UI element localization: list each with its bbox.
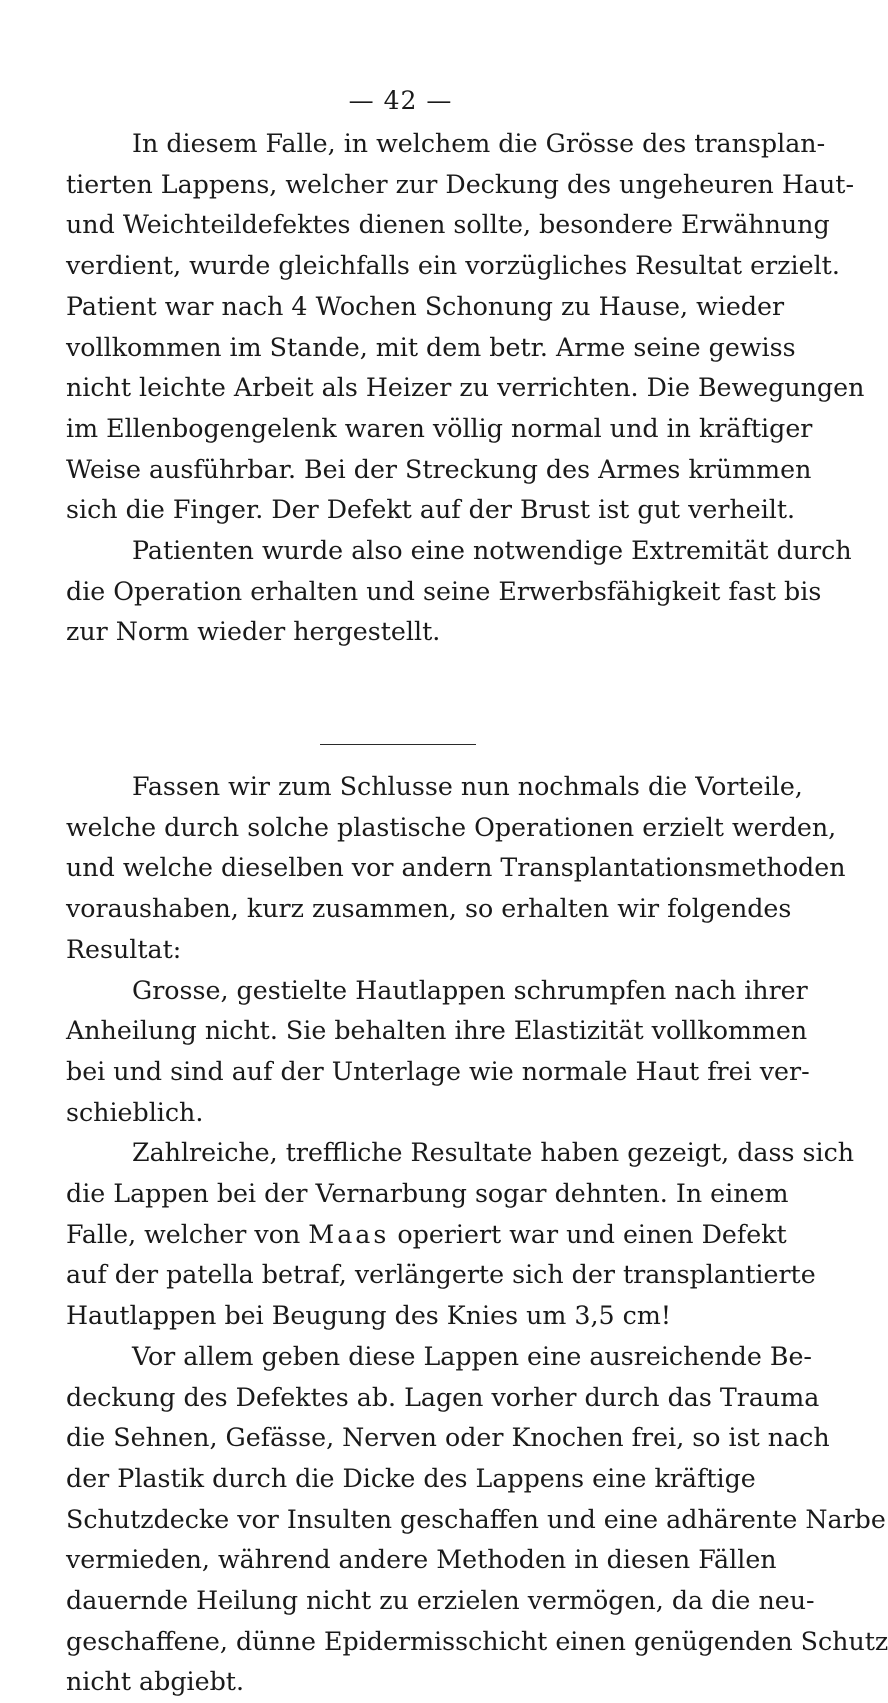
page-number: — 42 — xyxy=(348,86,453,115)
text-line: In diesem Falle, in welchem die Grösse des transplan- xyxy=(132,129,826,158)
text-line: voraushaben, kurz zusammen, so erhalten wir folgendes xyxy=(66,894,792,924)
text-line: sich die Finger. Der Defekt auf der Brust ist gut verheilt. xyxy=(66,495,796,525)
text-line: und welche dieselben vor andern Transplantationsmethoden xyxy=(66,853,846,883)
text-fragment: Falle, welcher von xyxy=(66,1219,301,1249)
text-line: Patient war nach 4 Wochen Schonung zu Hause, wieder xyxy=(66,291,785,321)
paragraph-case-report xyxy=(66,124,865,653)
paragraph-summary xyxy=(66,767,888,1703)
text-line: Fassen wir zum Schlusse nun nochmals die Vorteile, xyxy=(132,772,803,801)
text-line: die Lappen bei der Vernarbung sogar dehnten. In einem xyxy=(66,1179,789,1209)
text-line: vollkommen im Stande, mit dem betr. Arme seine gewiss xyxy=(66,332,796,362)
text-line: dauernde Heilung nicht zu erzielen vermögen, da die neu- xyxy=(66,1586,815,1616)
text-line: geschaffene, dünne Epidermisschicht einen genügenden Schutz xyxy=(66,1626,888,1656)
text-line: im Ellenbogengelenk waren völlig normal und in kräftiger xyxy=(66,413,813,443)
text-line: der Plastik durch die Dicke des Lappens eine kräftige xyxy=(66,1463,756,1493)
text-line: und Weichteildefektes dienen sollte, besondere Erwähnung xyxy=(66,210,830,240)
text-line: Schutzdecke vor Insulten geschaffen und eine adhärente Narbe xyxy=(66,1504,886,1534)
text-line: die Sehnen, Gefässe, Nerven oder Knochen frei, so ist nach xyxy=(66,1423,830,1453)
section-divider xyxy=(320,744,476,745)
text-line xyxy=(66,1215,787,1256)
text-line: tierten Lappens, welcher zur Deckung des ungeheuren Haut- xyxy=(66,169,855,199)
text-line: Resultat: xyxy=(66,934,182,964)
text-fragment: operiert war und einen Defekt xyxy=(397,1219,787,1249)
text-line: Anheilung nicht. Sie behalten ihre Elastizität vollkommen xyxy=(66,1016,808,1046)
text-line: schieblich. xyxy=(66,1097,204,1127)
text-line: die Operation erhalten und seine Erwerbsfähigkeit fast bis xyxy=(66,576,822,606)
text-line: Hautlappen bei Beugung des Knies um 3,5 cm! xyxy=(66,1301,672,1331)
text-line: vermieden, während andere Methoden in diesen Fällen xyxy=(66,1545,777,1575)
text-line: Weise ausführbar. Bei der Streckung des Armes krümmen xyxy=(66,454,812,484)
text-line: Vor allem geben diese Lappen eine ausreichende Be- xyxy=(132,1341,812,1371)
text-line: Grosse, gestielte Hautlappen schrumpfen nach ihrer xyxy=(132,975,808,1005)
text-line: nicht leichte Arbeit als Heizer zu verrichten. Die Bewegungen xyxy=(66,373,865,403)
text-line: zur Norm wieder hergestellt. xyxy=(66,617,441,647)
author-name-maas: Maas xyxy=(308,1219,390,1249)
text-line: bei und sind auf der Unterlage wie normale Haut frei ver- xyxy=(66,1056,810,1086)
text-line: auf der patella betraf, verlängerte sich der transplantierte xyxy=(66,1260,816,1290)
text-line: nicht abgiebt. xyxy=(66,1667,244,1697)
text-line: welche durch solche plastische Operationen erzielt werden, xyxy=(66,812,837,842)
text-line: verdient, wurde gleichfalls ein vorzügliches Resultat erzielt. xyxy=(66,251,840,281)
text-line: deckung des Defektes ab. Lagen vorher durch das Trauma xyxy=(66,1382,820,1412)
text-line: Patienten wurde also eine notwendige Extremität durch xyxy=(132,536,852,566)
text-line: Zahlreiche, treffliche Resultate haben gezeigt, dass sich xyxy=(132,1138,855,1168)
